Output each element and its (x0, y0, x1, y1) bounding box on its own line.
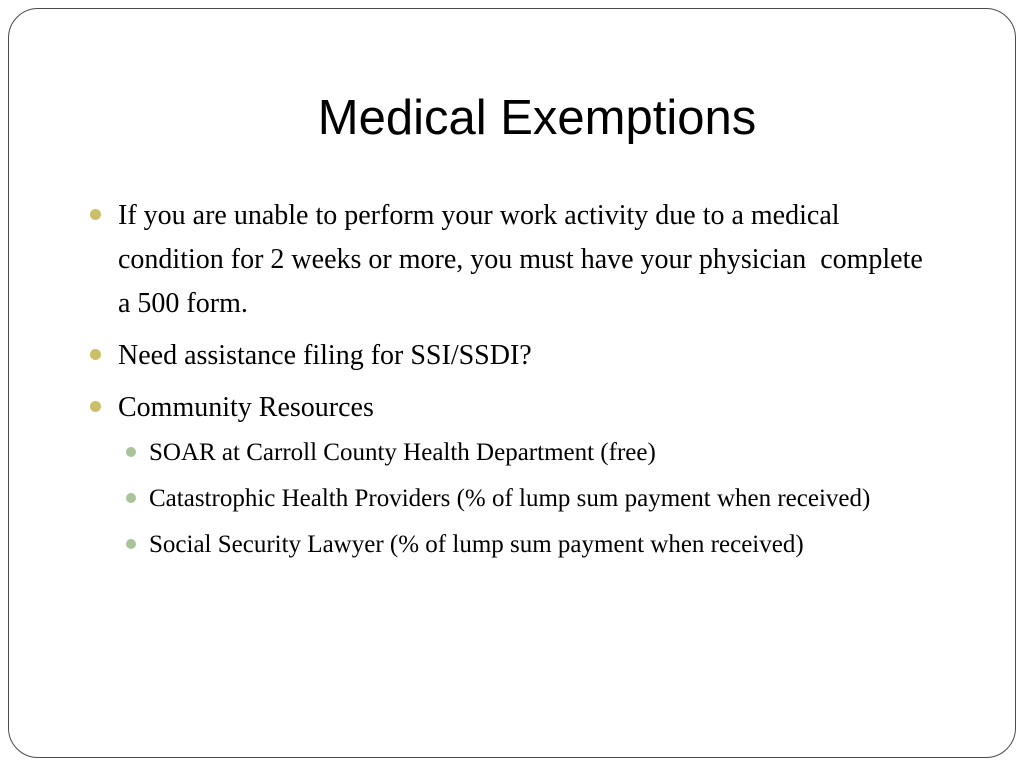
sub-bullet-text: Catastrophic Health Providers (% of lump sum payment when received) (149, 485, 871, 512)
bullet-dot-icon (90, 401, 101, 412)
bullet-text: Community Resources (118, 392, 374, 423)
sub-bullet-text: Social Security Lawyer (% of lump sum payment when received) (149, 531, 804, 558)
bullet-item (88, 334, 938, 378)
sub-bullet-list (88, 432, 938, 565)
sub-bullet-wrap (88, 432, 938, 565)
bullet-dot-icon (90, 349, 101, 360)
sub-bullet-dot-icon (126, 447, 136, 457)
bullet-list (88, 194, 938, 430)
sub-bullet-text: SOAR at Carroll County Health Department (free) (149, 439, 656, 466)
slide-content (88, 194, 938, 570)
sub-bullet-item (118, 478, 938, 519)
sub-bullet-dot-icon (126, 539, 136, 549)
bullet-text: If you are unable to perform your work activity due to a medical condition for 2 weeks or more, you must have your physician complete a 500 form. (118, 200, 930, 319)
bullet-dot-icon (90, 209, 101, 220)
bullet-item (88, 194, 938, 326)
sub-bullet-item (118, 432, 938, 473)
sub-bullet-dot-icon (126, 493, 136, 503)
slide-title: Medical Exemptions (317, 91, 757, 145)
bullet-text: Need assistance filing for SSI/SSDI? (118, 340, 532, 371)
sub-bullet-item (118, 524, 938, 565)
bullet-item (88, 386, 938, 430)
